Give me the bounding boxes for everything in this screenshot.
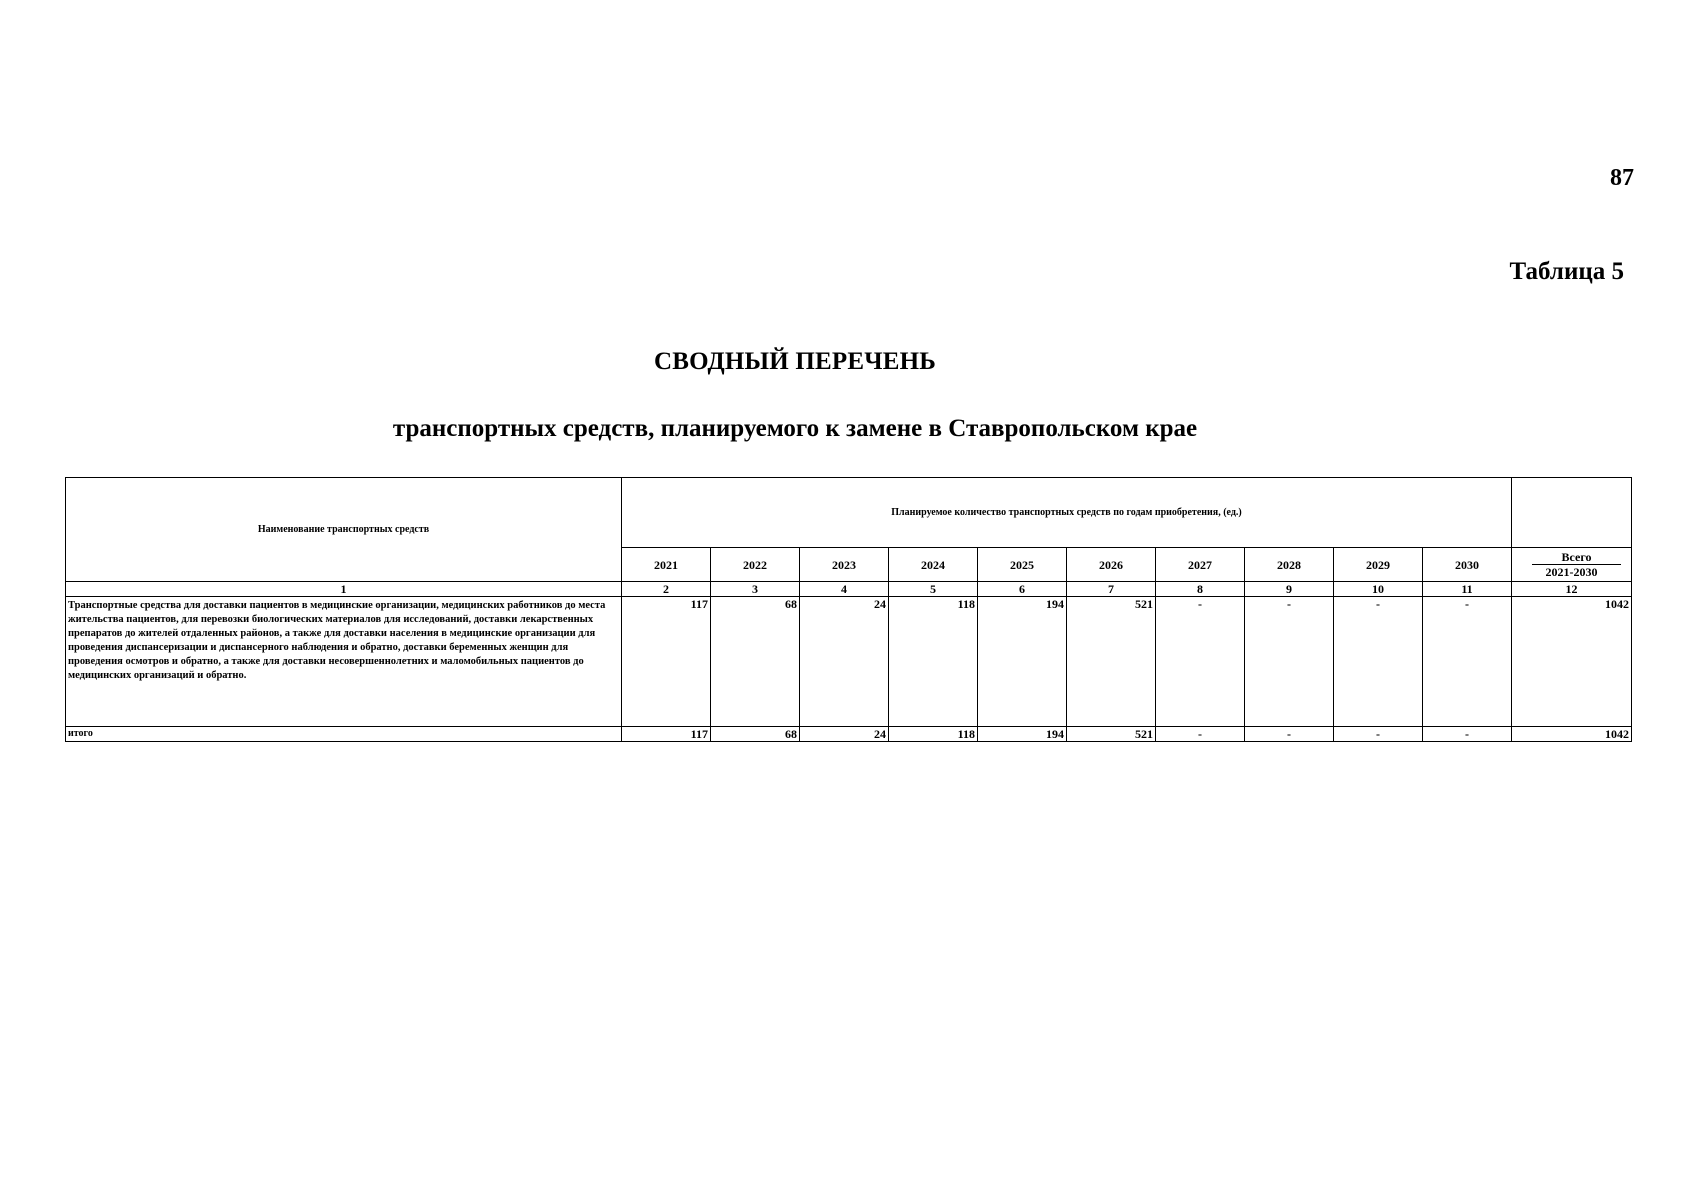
column-number: 6 <box>978 582 1067 597</box>
column-number: 8 <box>1156 582 1245 597</box>
row-value: 194 <box>978 597 1067 727</box>
column-number: 3 <box>711 582 800 597</box>
year-header: 2027 <box>1156 548 1245 582</box>
document-title: СВОДНЫЙ ПЕРЕЧЕНЬ <box>653 348 937 375</box>
row-value: 521 <box>1067 597 1156 727</box>
row-value: 118 <box>889 727 978 742</box>
row-value: - <box>1156 727 1245 742</box>
year-header: 2024 <box>889 548 978 582</box>
row-value: 24 <box>800 597 889 727</box>
document-subtitle: транспортных средств, планируемого к замене в Ставропольском крае <box>392 415 1198 442</box>
row-value: - <box>1245 597 1334 727</box>
total-range: 2021-2030 <box>1545 565 1598 579</box>
row-value: 194 <box>978 727 1067 742</box>
row-total: 1042 <box>1512 597 1632 727</box>
row-total: 1042 <box>1512 727 1632 742</box>
total-label: Всего <box>1532 550 1621 565</box>
row-value: 68 <box>711 597 800 727</box>
page-number: 87 <box>1610 165 1634 191</box>
column-number: 12 <box>1512 582 1632 597</box>
row-value: - <box>1423 727 1512 742</box>
column-number: 1 <box>66 582 622 597</box>
total-header <box>1512 548 1632 582</box>
column-number: 4 <box>800 582 889 597</box>
row-value: - <box>1334 597 1423 727</box>
row-value: 117 <box>622 727 711 742</box>
year-header: 2030 <box>1423 548 1512 582</box>
row-value: - <box>1245 727 1334 742</box>
header-name: Наименование транспортных средств <box>66 478 622 582</box>
year-header: 2021 <box>622 548 711 582</box>
table-label: Таблица 5 <box>1509 258 1624 285</box>
column-number: 10 <box>1334 582 1423 597</box>
table-row <box>66 727 1632 742</box>
column-number: 11 <box>1423 582 1512 597</box>
row-value: - <box>1423 597 1512 727</box>
column-number: 9 <box>1245 582 1334 597</box>
row-value: 117 <box>622 597 711 727</box>
table-row <box>66 597 1632 727</box>
row-value: 118 <box>889 597 978 727</box>
column-number: 5 <box>889 582 978 597</box>
row-value: 24 <box>800 727 889 742</box>
row-name: итого <box>66 727 622 742</box>
column-number: 2 <box>622 582 711 597</box>
column-number: 7 <box>1067 582 1156 597</box>
row-value: 68 <box>711 727 800 742</box>
header-planned: Планируемое количество транспортных средств по годам приобретения, (ед.) <box>622 478 1512 548</box>
row-value: - <box>1156 597 1245 727</box>
row-name: Транспортные средства для доставки пациентов в медицинские организации, медицинских работников до места жительства пациентов, для перевозки биологических материалов для исследований, доставки лекарственных препаратов до жителей отдаленных районов, а также для доставки населения в медицинские организации для проведения диспансеризации и диспансерного наблюдения и обратно, доставки беременных женщин для проведения осмотров и обратно, а также для доставки несовершеннолетних и маломобильных пациентов до медицинских организаций и обратно. <box>66 597 622 727</box>
row-value: 521 <box>1067 727 1156 742</box>
header-total-empty <box>1512 478 1632 548</box>
summary-table <box>65 477 1632 742</box>
year-header: 2029 <box>1334 548 1423 582</box>
year-header: 2026 <box>1067 548 1156 582</box>
year-header: 2025 <box>978 548 1067 582</box>
row-value: - <box>1334 727 1423 742</box>
year-header: 2022 <box>711 548 800 582</box>
year-header: 2028 <box>1245 548 1334 582</box>
year-header: 2023 <box>800 548 889 582</box>
